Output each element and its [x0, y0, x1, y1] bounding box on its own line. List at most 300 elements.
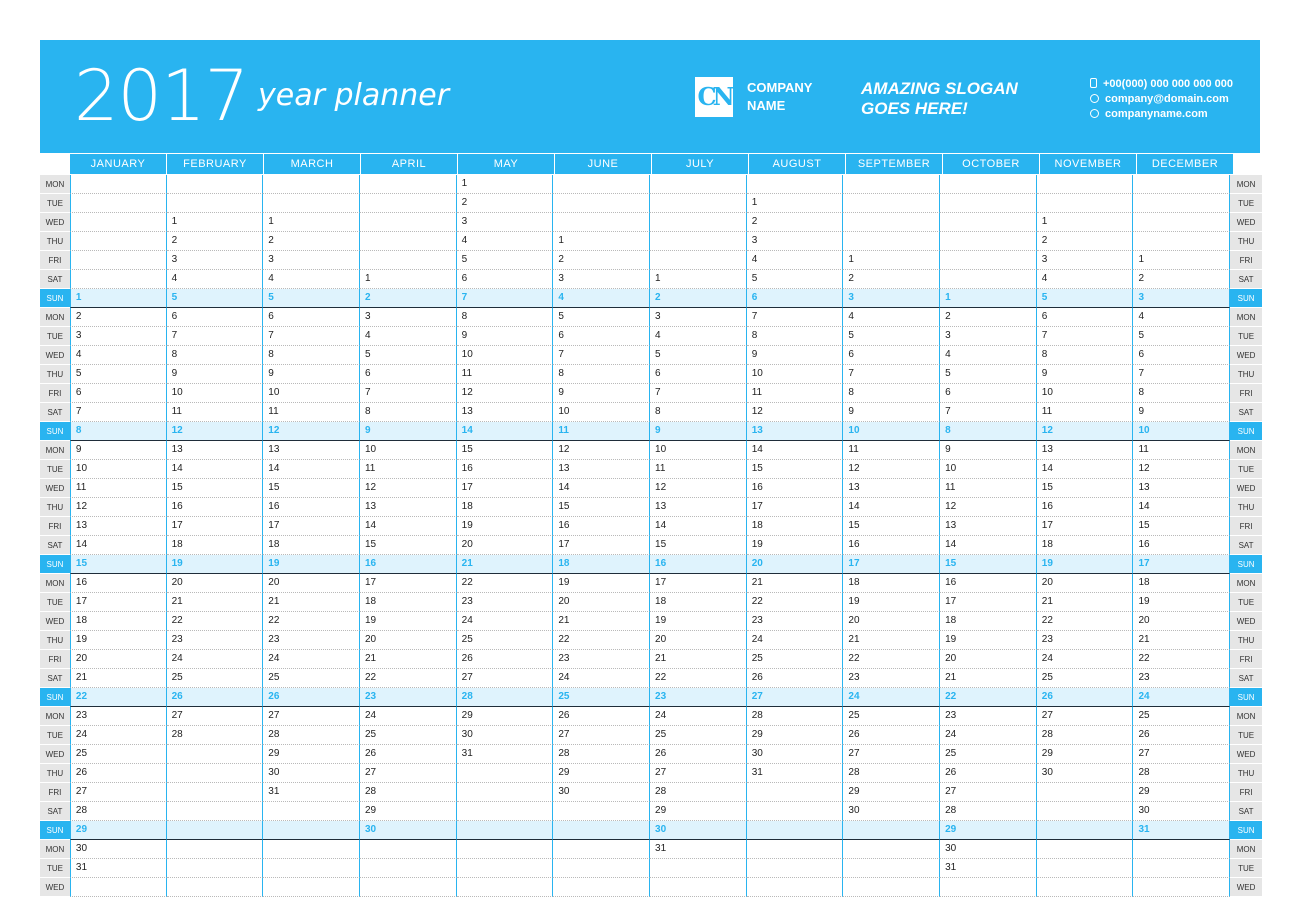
day-cell[interactable]: 6 [457, 270, 554, 289]
day-cell[interactable]: 3 [263, 251, 360, 270]
day-cell[interactable]: 27 [650, 764, 747, 783]
day-cell[interactable]: 19 [843, 593, 940, 612]
day-cell[interactable]: 27 [747, 688, 844, 707]
day-cell[interactable]: 26 [457, 650, 554, 669]
day-cell[interactable]: 6 [747, 289, 844, 308]
day-cell[interactable]: 13 [1037, 441, 1134, 460]
day-cell[interactable]: 18 [360, 593, 457, 612]
day-cell[interactable]: 21 [457, 555, 554, 574]
day-cell[interactable]: 25 [843, 707, 940, 726]
day-cell[interactable] [167, 175, 264, 194]
day-cell[interactable]: 8 [650, 403, 747, 422]
day-cell[interactable]: 27 [940, 783, 1037, 802]
day-cell[interactable]: 18 [843, 574, 940, 593]
day-cell[interactable]: 17 [1037, 517, 1134, 536]
day-cell[interactable]: 13 [1133, 479, 1230, 498]
day-cell[interactable]: 30 [843, 802, 940, 821]
day-cell[interactable]: 21 [167, 593, 264, 612]
day-cell[interactable]: 4 [843, 308, 940, 327]
day-cell[interactable] [360, 175, 457, 194]
day-cell[interactable]: 3 [457, 213, 554, 232]
day-cell[interactable]: 22 [457, 574, 554, 593]
day-cell[interactable] [1133, 194, 1230, 213]
day-cell[interactable]: 22 [843, 650, 940, 669]
day-cell[interactable]: 28 [1037, 726, 1134, 745]
day-cell[interactable]: 12 [1037, 422, 1134, 441]
day-cell[interactable]: 31 [457, 745, 554, 764]
day-cell[interactable]: 11 [457, 365, 554, 384]
day-cell[interactable] [167, 840, 264, 859]
day-cell[interactable]: 30 [457, 726, 554, 745]
day-cell[interactable]: 23 [940, 707, 1037, 726]
day-cell[interactable]: 2 [843, 270, 940, 289]
day-cell[interactable]: 9 [457, 327, 554, 346]
day-cell[interactable]: 2 [650, 289, 747, 308]
day-cell[interactable]: 8 [167, 346, 264, 365]
day-cell[interactable]: 4 [167, 270, 264, 289]
day-cell[interactable]: 1 [940, 289, 1037, 308]
day-cell[interactable]: 5 [360, 346, 457, 365]
day-cell[interactable]: 10 [167, 384, 264, 403]
day-cell[interactable] [263, 175, 360, 194]
day-cell[interactable]: 20 [1133, 612, 1230, 631]
day-cell[interactable]: 2 [747, 213, 844, 232]
day-cell[interactable]: 5 [457, 251, 554, 270]
day-cell[interactable]: 25 [1133, 707, 1230, 726]
day-cell[interactable]: 12 [167, 422, 264, 441]
day-cell[interactable] [650, 251, 747, 270]
day-cell[interactable]: 24 [1037, 650, 1134, 669]
day-cell[interactable]: 21 [360, 650, 457, 669]
day-cell[interactable]: 10 [843, 422, 940, 441]
day-cell[interactable]: 24 [263, 650, 360, 669]
day-cell[interactable]: 20 [650, 631, 747, 650]
day-cell[interactable]: 3 [553, 270, 650, 289]
day-cell[interactable]: 20 [457, 536, 554, 555]
day-cell[interactable]: 6 [553, 327, 650, 346]
day-cell[interactable]: 22 [360, 669, 457, 688]
day-cell[interactable]: 7 [650, 384, 747, 403]
day-cell[interactable]: 16 [1037, 498, 1134, 517]
day-cell[interactable]: 9 [263, 365, 360, 384]
day-cell[interactable]: 2 [1037, 232, 1134, 251]
day-cell[interactable]: 29 [457, 707, 554, 726]
day-cell[interactable]: 5 [263, 289, 360, 308]
day-cell[interactable]: 6 [70, 384, 167, 403]
day-cell[interactable]: 26 [843, 726, 940, 745]
day-cell[interactable] [263, 821, 360, 840]
day-cell[interactable]: 4 [360, 327, 457, 346]
day-cell[interactable] [843, 821, 940, 840]
day-cell[interactable]: 25 [940, 745, 1037, 764]
day-cell[interactable]: 5 [1133, 327, 1230, 346]
day-cell[interactable]: 27 [360, 764, 457, 783]
day-cell[interactable] [940, 251, 1037, 270]
day-cell[interactable]: 22 [70, 688, 167, 707]
day-cell[interactable]: 26 [553, 707, 650, 726]
day-cell[interactable]: 26 [263, 688, 360, 707]
day-cell[interactable]: 21 [1037, 593, 1134, 612]
day-cell[interactable]: 4 [263, 270, 360, 289]
day-cell[interactable] [70, 175, 167, 194]
day-cell[interactable]: 15 [167, 479, 264, 498]
day-cell[interactable] [70, 878, 167, 897]
day-cell[interactable] [1037, 802, 1134, 821]
day-cell[interactable]: 28 [1133, 764, 1230, 783]
day-cell[interactable] [650, 194, 747, 213]
day-cell[interactable]: 17 [940, 593, 1037, 612]
day-cell[interactable]: 25 [457, 631, 554, 650]
day-cell[interactable]: 31 [70, 859, 167, 878]
day-cell[interactable]: 4 [553, 289, 650, 308]
day-cell[interactable]: 14 [457, 422, 554, 441]
day-cell[interactable] [70, 270, 167, 289]
day-cell[interactable]: 29 [1133, 783, 1230, 802]
day-cell[interactable] [650, 232, 747, 251]
day-cell[interactable]: 29 [940, 821, 1037, 840]
day-cell[interactable]: 29 [747, 726, 844, 745]
day-cell[interactable]: 4 [1133, 308, 1230, 327]
day-cell[interactable]: 9 [650, 422, 747, 441]
day-cell[interactable]: 11 [360, 460, 457, 479]
day-cell[interactable]: 9 [843, 403, 940, 422]
day-cell[interactable]: 10 [360, 441, 457, 460]
day-cell[interactable]: 14 [70, 536, 167, 555]
day-cell[interactable]: 10 [747, 365, 844, 384]
day-cell[interactable]: 15 [843, 517, 940, 536]
day-cell[interactable]: 20 [1037, 574, 1134, 593]
day-cell[interactable]: 7 [1037, 327, 1134, 346]
day-cell[interactable]: 13 [70, 517, 167, 536]
day-cell[interactable]: 21 [940, 669, 1037, 688]
day-cell[interactable]: 16 [263, 498, 360, 517]
day-cell[interactable] [747, 878, 844, 897]
day-cell[interactable] [360, 859, 457, 878]
day-cell[interactable]: 19 [360, 612, 457, 631]
day-cell[interactable]: 8 [360, 403, 457, 422]
day-cell[interactable]: 9 [167, 365, 264, 384]
day-cell[interactable] [843, 859, 940, 878]
day-cell[interactable]: 18 [457, 498, 554, 517]
day-cell[interactable] [553, 802, 650, 821]
day-cell[interactable] [843, 175, 940, 194]
day-cell[interactable] [843, 213, 940, 232]
day-cell[interactable]: 31 [747, 764, 844, 783]
day-cell[interactable]: 6 [167, 308, 264, 327]
day-cell[interactable]: 23 [843, 669, 940, 688]
day-cell[interactable]: 16 [747, 479, 844, 498]
day-cell[interactable] [843, 840, 940, 859]
day-cell[interactable]: 25 [70, 745, 167, 764]
day-cell[interactable]: 14 [1037, 460, 1134, 479]
day-cell[interactable] [70, 194, 167, 213]
day-cell[interactable]: 28 [457, 688, 554, 707]
day-cell[interactable]: 17 [1133, 555, 1230, 574]
day-cell[interactable]: 20 [940, 650, 1037, 669]
day-cell[interactable]: 17 [167, 517, 264, 536]
day-cell[interactable]: 30 [747, 745, 844, 764]
day-cell[interactable]: 1 [650, 270, 747, 289]
day-cell[interactable] [747, 175, 844, 194]
day-cell[interactable] [553, 194, 650, 213]
day-cell[interactable]: 30 [553, 783, 650, 802]
day-cell[interactable]: 28 [553, 745, 650, 764]
day-cell[interactable]: 31 [650, 840, 747, 859]
day-cell[interactable] [650, 859, 747, 878]
day-cell[interactable]: 27 [1133, 745, 1230, 764]
day-cell[interactable]: 2 [360, 289, 457, 308]
day-cell[interactable]: 2 [1133, 270, 1230, 289]
day-cell[interactable]: 14 [360, 517, 457, 536]
day-cell[interactable]: 8 [70, 422, 167, 441]
day-cell[interactable]: 17 [843, 555, 940, 574]
day-cell[interactable] [263, 878, 360, 897]
day-cell[interactable]: 27 [457, 669, 554, 688]
day-cell[interactable]: 26 [747, 669, 844, 688]
day-cell[interactable]: 28 [940, 802, 1037, 821]
day-cell[interactable] [457, 878, 554, 897]
day-cell[interactable]: 16 [360, 555, 457, 574]
day-cell[interactable]: 16 [167, 498, 264, 517]
day-cell[interactable] [167, 745, 264, 764]
day-cell[interactable] [940, 194, 1037, 213]
day-cell[interactable]: 2 [167, 232, 264, 251]
day-cell[interactable] [167, 859, 264, 878]
day-cell[interactable]: 20 [263, 574, 360, 593]
day-cell[interactable]: 4 [70, 346, 167, 365]
day-cell[interactable] [457, 783, 554, 802]
day-cell[interactable]: 28 [360, 783, 457, 802]
day-cell[interactable]: 28 [70, 802, 167, 821]
day-cell[interactable]: 30 [940, 840, 1037, 859]
day-cell[interactable] [70, 232, 167, 251]
day-cell[interactable]: 15 [70, 555, 167, 574]
day-cell[interactable]: 12 [263, 422, 360, 441]
day-cell[interactable] [1133, 840, 1230, 859]
day-cell[interactable]: 22 [747, 593, 844, 612]
day-cell[interactable]: 8 [940, 422, 1037, 441]
day-cell[interactable]: 31 [940, 859, 1037, 878]
day-cell[interactable]: 14 [843, 498, 940, 517]
day-cell[interactable] [263, 859, 360, 878]
day-cell[interactable]: 6 [650, 365, 747, 384]
day-cell[interactable]: 4 [940, 346, 1037, 365]
day-cell[interactable]: 10 [553, 403, 650, 422]
day-cell[interactable] [843, 878, 940, 897]
day-cell[interactable]: 25 [360, 726, 457, 745]
day-cell[interactable]: 19 [553, 574, 650, 593]
day-cell[interactable]: 13 [360, 498, 457, 517]
day-cell[interactable]: 6 [360, 365, 457, 384]
day-cell[interactable]: 21 [843, 631, 940, 650]
day-cell[interactable]: 23 [360, 688, 457, 707]
day-cell[interactable]: 19 [457, 517, 554, 536]
day-cell[interactable]: 3 [650, 308, 747, 327]
day-cell[interactable]: 13 [553, 460, 650, 479]
day-cell[interactable]: 14 [1133, 498, 1230, 517]
day-cell[interactable]: 15 [1037, 479, 1134, 498]
day-cell[interactable]: 19 [747, 536, 844, 555]
day-cell[interactable] [650, 878, 747, 897]
day-cell[interactable]: 31 [1133, 821, 1230, 840]
day-cell[interactable]: 15 [650, 536, 747, 555]
day-cell[interactable] [70, 251, 167, 270]
day-cell[interactable]: 7 [263, 327, 360, 346]
day-cell[interactable]: 30 [70, 840, 167, 859]
day-cell[interactable]: 17 [263, 517, 360, 536]
day-cell[interactable]: 26 [70, 764, 167, 783]
day-cell[interactable] [263, 802, 360, 821]
day-cell[interactable] [360, 213, 457, 232]
day-cell[interactable]: 3 [843, 289, 940, 308]
day-cell[interactable]: 14 [650, 517, 747, 536]
day-cell[interactable]: 20 [70, 650, 167, 669]
day-cell[interactable] [747, 859, 844, 878]
day-cell[interactable]: 8 [457, 308, 554, 327]
day-cell[interactable]: 25 [1037, 669, 1134, 688]
day-cell[interactable]: 15 [553, 498, 650, 517]
day-cell[interactable]: 27 [843, 745, 940, 764]
day-cell[interactable]: 12 [360, 479, 457, 498]
day-cell[interactable]: 11 [167, 403, 264, 422]
day-cell[interactable]: 1 [263, 213, 360, 232]
day-cell[interactable]: 8 [747, 327, 844, 346]
day-cell[interactable]: 19 [650, 612, 747, 631]
day-cell[interactable]: 18 [1133, 574, 1230, 593]
day-cell[interactable]: 29 [360, 802, 457, 821]
day-cell[interactable]: 21 [747, 574, 844, 593]
day-cell[interactable]: 24 [940, 726, 1037, 745]
day-cell[interactable]: 9 [553, 384, 650, 403]
day-cell[interactable]: 9 [1133, 403, 1230, 422]
day-cell[interactable] [263, 194, 360, 213]
day-cell[interactable]: 7 [940, 403, 1037, 422]
day-cell[interactable] [843, 232, 940, 251]
day-cell[interactable]: 15 [940, 555, 1037, 574]
day-cell[interactable]: 27 [70, 783, 167, 802]
day-cell[interactable]: 7 [747, 308, 844, 327]
day-cell[interactable]: 22 [1037, 612, 1134, 631]
day-cell[interactable]: 10 [1133, 422, 1230, 441]
day-cell[interactable]: 25 [553, 688, 650, 707]
day-cell[interactable]: 16 [553, 517, 650, 536]
day-cell[interactable]: 27 [1037, 707, 1134, 726]
day-cell[interactable]: 1 [843, 251, 940, 270]
day-cell[interactable] [940, 232, 1037, 251]
day-cell[interactable]: 23 [167, 631, 264, 650]
day-cell[interactable] [457, 821, 554, 840]
day-cell[interactable]: 1 [167, 213, 264, 232]
day-cell[interactable]: 6 [843, 346, 940, 365]
day-cell[interactable]: 16 [843, 536, 940, 555]
day-cell[interactable]: 1 [1133, 251, 1230, 270]
day-cell[interactable]: 2 [940, 308, 1037, 327]
day-cell[interactable] [650, 213, 747, 232]
day-cell[interactable]: 30 [650, 821, 747, 840]
day-cell[interactable]: 23 [1133, 669, 1230, 688]
day-cell[interactable] [1133, 859, 1230, 878]
day-cell[interactable]: 14 [747, 441, 844, 460]
day-cell[interactable] [1133, 232, 1230, 251]
day-cell[interactable]: 21 [1133, 631, 1230, 650]
day-cell[interactable]: 19 [263, 555, 360, 574]
day-cell[interactable]: 28 [263, 726, 360, 745]
day-cell[interactable] [457, 859, 554, 878]
day-cell[interactable]: 11 [940, 479, 1037, 498]
day-cell[interactable] [747, 840, 844, 859]
day-cell[interactable]: 12 [843, 460, 940, 479]
day-cell[interactable]: 22 [940, 688, 1037, 707]
day-cell[interactable]: 7 [457, 289, 554, 308]
day-cell[interactable]: 5 [1037, 289, 1134, 308]
day-cell[interactable]: 12 [553, 441, 650, 460]
day-cell[interactable]: 24 [167, 650, 264, 669]
day-cell[interactable]: 5 [747, 270, 844, 289]
day-cell[interactable]: 6 [1037, 308, 1134, 327]
day-cell[interactable]: 1 [747, 194, 844, 213]
day-cell[interactable]: 19 [70, 631, 167, 650]
day-cell[interactable] [940, 878, 1037, 897]
day-cell[interactable]: 5 [940, 365, 1037, 384]
day-cell[interactable]: 14 [167, 460, 264, 479]
day-cell[interactable] [1037, 194, 1134, 213]
day-cell[interactable]: 18 [1037, 536, 1134, 555]
day-cell[interactable]: 13 [263, 441, 360, 460]
day-cell[interactable]: 3 [1037, 251, 1134, 270]
day-cell[interactable]: 17 [457, 479, 554, 498]
day-cell[interactable]: 4 [457, 232, 554, 251]
day-cell[interactable]: 18 [553, 555, 650, 574]
day-cell[interactable] [360, 194, 457, 213]
day-cell[interactable] [457, 764, 554, 783]
day-cell[interactable]: 21 [650, 650, 747, 669]
day-cell[interactable]: 5 [167, 289, 264, 308]
day-cell[interactable]: 24 [747, 631, 844, 650]
day-cell[interactable]: 7 [843, 365, 940, 384]
day-cell[interactable]: 21 [553, 612, 650, 631]
day-cell[interactable]: 8 [1037, 346, 1134, 365]
day-cell[interactable] [360, 878, 457, 897]
day-cell[interactable] [1037, 783, 1134, 802]
day-cell[interactable]: 4 [1037, 270, 1134, 289]
day-cell[interactable]: 11 [70, 479, 167, 498]
day-cell[interactable] [1037, 821, 1134, 840]
day-cell[interactable] [940, 175, 1037, 194]
day-cell[interactable]: 20 [167, 574, 264, 593]
day-cell[interactable]: 17 [650, 574, 747, 593]
day-cell[interactable]: 9 [1037, 365, 1134, 384]
day-cell[interactable]: 15 [457, 441, 554, 460]
day-cell[interactable] [553, 840, 650, 859]
day-cell[interactable] [1133, 878, 1230, 897]
day-cell[interactable] [747, 821, 844, 840]
day-cell[interactable]: 13 [650, 498, 747, 517]
day-cell[interactable]: 10 [650, 441, 747, 460]
day-cell[interactable]: 19 [167, 555, 264, 574]
day-cell[interactable]: 19 [1037, 555, 1134, 574]
day-cell[interactable]: 21 [70, 669, 167, 688]
day-cell[interactable]: 10 [70, 460, 167, 479]
day-cell[interactable] [553, 878, 650, 897]
day-cell[interactable]: 24 [1133, 688, 1230, 707]
day-cell[interactable]: 3 [70, 327, 167, 346]
day-cell[interactable]: 20 [747, 555, 844, 574]
day-cell[interactable] [553, 213, 650, 232]
day-cell[interactable] [1037, 859, 1134, 878]
day-cell[interactable] [167, 194, 264, 213]
day-cell[interactable]: 12 [747, 403, 844, 422]
day-cell[interactable]: 9 [747, 346, 844, 365]
